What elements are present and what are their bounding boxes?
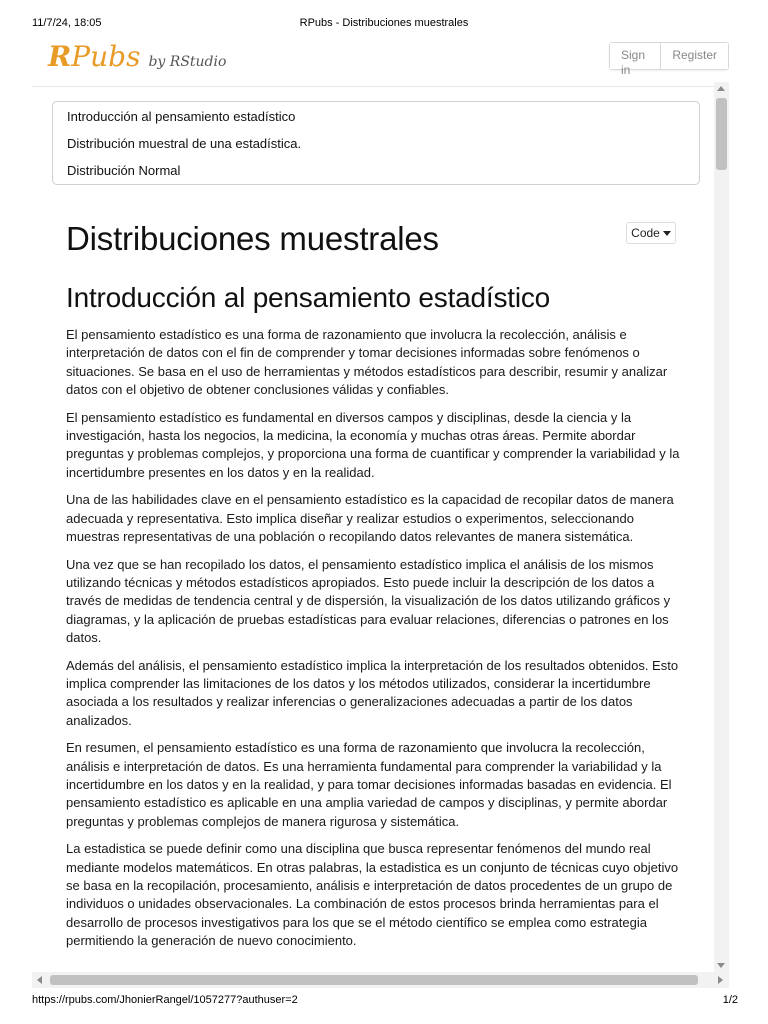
- rpubs-logo[interactable]: [48, 40, 226, 80]
- vertical-scrollbar[interactable]: [714, 82, 729, 972]
- section-title: Introducción al pensamiento estadístico: [66, 282, 551, 313]
- scroll-up-arrow-icon[interactable]: [717, 86, 725, 91]
- register-button[interactable]: Register: [660, 43, 728, 69]
- logo-pubs: Pubs: [71, 40, 141, 73]
- toc-item-distribucion-normal[interactable]: Distribución Normal: [67, 163, 181, 178]
- article-body: [66, 326, 684, 960]
- scroll-down-arrow-icon[interactable]: [717, 963, 725, 968]
- code-dropdown-button[interactable]: [626, 222, 676, 244]
- horizontal-scroll-thumb[interactable]: [50, 975, 698, 985]
- table-of-contents: [52, 101, 700, 185]
- toc-item-distribucion-muestral[interactable]: Distribución muestral de una estadística.: [67, 136, 302, 151]
- caret-down-icon: [663, 231, 671, 236]
- print-header: [0, 0, 768, 34]
- paragraph: En resumen, el pensamiento estadístico es una forma de razonamiento que involucra la recolección, análisis e interpretación de datos. Es una herramienta fundamental para comprender la variabilidad y la incertidumbre en los datos y en la realidad, y para tomar decisiones informadas basadas en evidencia. El pensamiento estadístico es aplicable en una amplia variedad de campos y disciplinas, y permite abordar preguntas y problemas complejos de manera rigurosa y sistemática.: [66, 740, 672, 829]
- print-footer: [0, 994, 768, 1010]
- code-button-label: Code: [631, 226, 660, 240]
- sign-in-button[interactable]: Sign in: [610, 43, 660, 69]
- toc-item-introduccion[interactable]: Introducción al pensamiento estadístico: [67, 109, 296, 124]
- page-title: Distribuciones muestrales: [66, 220, 439, 257]
- paragraph: Una vez que se han recopilado los datos, el pensamiento estadístico implica el análisis de los mismos utilizando técnicas y métodos estadísticos apropiados. Esto puede incluir la descripción de los datos a través de medidas de tendencia central y de dispersión, la visualización de los datos utilizando gráficos y diagramas, y la aplicación de pruebas estadísticas para evaluar relaciones, diferencias o patrones en los datos.: [66, 556, 671, 645]
- vertical-scroll-thumb[interactable]: [716, 98, 727, 170]
- logo-by-rstudio: by RStudio: [148, 54, 227, 70]
- print-datetime: 11/7/24, 18:05: [32, 17, 102, 29]
- paragraph: Una de las habilidades clave en el pensamiento estadístico es la capacidad de recopilar datos de manera adecuada y representativa. Esto implica diseñar y realizar estudios o experimentos, seleccionando muestras representativas de una población o recopilando datos relevantes de manera sistemática.: [66, 492, 674, 544]
- print-url: https://rpubs.com/JhonierRangel/1057277?authuser=2: [32, 994, 298, 1006]
- rpubs-navbar: [32, 34, 729, 87]
- scroll-left-arrow-icon[interactable]: [37, 976, 42, 984]
- browser-viewport: [32, 34, 729, 989]
- paragraph: El pensamiento estadístico es una forma de razonamiento que involucra la recolección, análisis e interpretación de datos con el fin de comprender y tomar decisiones informadas sobre fenómenos o situaciones. Se basa en el uso de herramientas y métodos estadísticos para describir, resumir y analizar datos con el objetivo de obtener conclusiones válidas y confiables.: [66, 327, 668, 397]
- print-page-number: 1/2: [722, 994, 738, 1006]
- logo-r: R: [48, 40, 72, 73]
- horizontal-scrollbar[interactable]: [32, 972, 729, 988]
- scroll-right-arrow-icon[interactable]: [718, 976, 723, 984]
- paragraph: Además del análisis, el pensamiento estadístico implica la interpretación de los resultados obtenidos. Esto implica comprender las limitaciones de los datos y los métodos utilizados, considerar la incertidumbre asociada a los resultados y realizar inferencias o generalizaciones adecuadas a partir de los datos analizados.: [66, 657, 679, 728]
- paragraph: La estadistica se puede definir como una disciplina que busca representar fenómenos del mundo real mediante modelos matemáticos. En otras palabras, la estadistica es un conjunto de técnicas cuyo objetivo se basa en la recopilación, procesamiento, análisis e interpretación de datos procedentes de un grupo de individuos o unidades observacionales. La combinación de estos procesos brinda herramientas para el desarrollo de procesos investigativos para los que se el método científico se emplea como estrategia permitiendo la generación de nuevo conocimiento.: [66, 841, 679, 948]
- paragraph: El pensamiento estadístico es fundamental en diversos campos y disciplinas, desde la ciencia y la investigación, hasta los negocios, la medicina, la economía y muchas otras áreas. Permite abordar preguntas y problemas complejos, y proporciona una forma de cuantificar y comprender la variabilidad y la incertidumbre presentes en los datos y en la realidad.: [66, 409, 680, 480]
- print-document-title: RPubs - Distribuciones muestrales: [299, 17, 469, 29]
- auth-button-group: [609, 42, 729, 77]
